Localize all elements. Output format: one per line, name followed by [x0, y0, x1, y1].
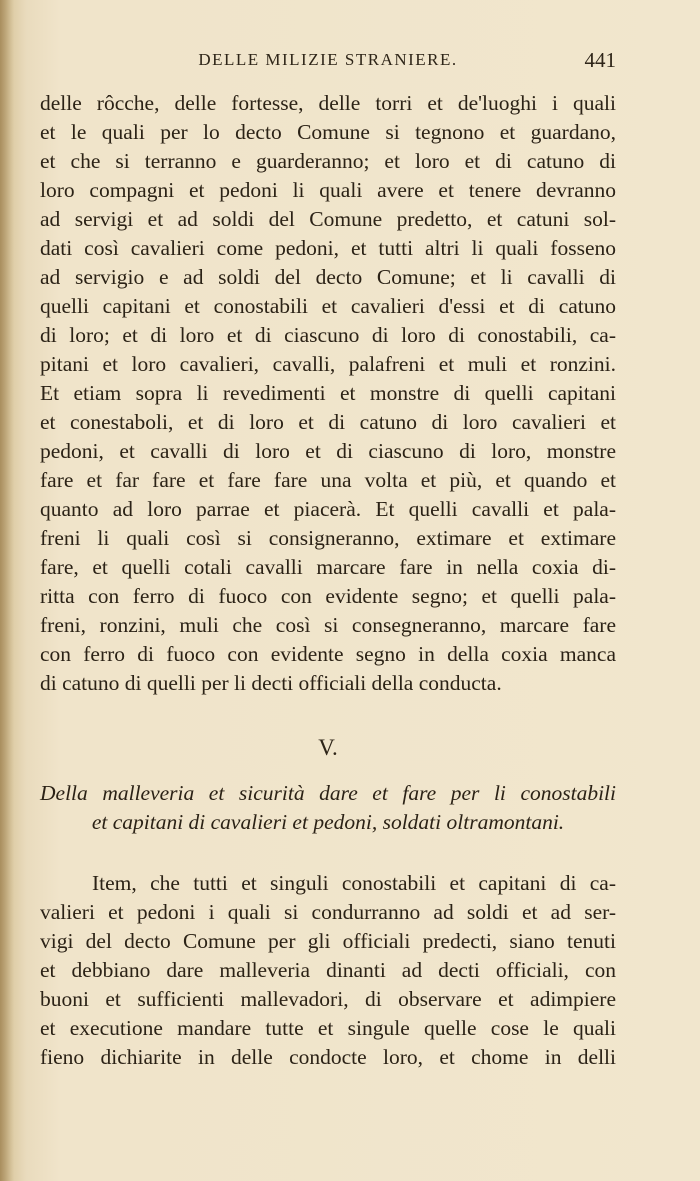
- text-line: et le quali per lo decto Comune si tegnono et guardano,: [40, 120, 616, 144]
- text-line: fare et far fare et fare fare una volta et più, et quando et: [40, 468, 616, 492]
- text-line: quelli capitani et conostabili et cavalieri d'essi et di catuno: [40, 294, 616, 318]
- text-line: loro compagni et pedoni li quali avere et tenere devranno: [40, 178, 616, 202]
- text-line: fare, et quelli cotali cavalli marcare fare in nella coxia di-: [40, 555, 616, 579]
- section-title-line: et capitani di cavalieri et pedoni, soldati oltramontani.: [91, 810, 565, 834]
- section-title: [40, 779, 616, 837]
- text-line: Et etiam sopra li revedimenti et monstre di quelli capitani: [40, 381, 616, 405]
- text-line: buoni et sufficienti mallevadori, di observare et adimpiere: [40, 987, 616, 1011]
- text-line: di catuno di quelli per li decti officiali della conducta.: [40, 671, 502, 695]
- text-line: ad servigi et ad soldi del Comune predetto, et catuni sol-: [40, 207, 616, 231]
- text-line: con ferro di fuoco con evidente segno in della coxia manca: [40, 642, 616, 666]
- text-line: vigi del decto Comune per gli officiali predecti, siano tenuti: [40, 929, 616, 953]
- text-line: dati così cavalieri come pedoni, et tutti altri li quali fosseno: [40, 236, 616, 260]
- text-line: Item, che tutti et singuli conostabili et capitani di ca-: [92, 871, 616, 895]
- text-line: ritta con ferro di fuoco con evidente segno; et quelli pala-: [40, 584, 616, 608]
- section-title-line: Della malleveria et sicurità dare et fare per li conostabili: [40, 781, 616, 805]
- text-line: et conestaboli, et di loro et di catuno di loro cavalieri et: [40, 410, 616, 434]
- text-line: freni li quali così si consigneranno, extimare et extimare: [40, 526, 616, 550]
- text-line: delle rôcche, delle fortesse, delle torri et de'luoghi i quali: [40, 91, 616, 115]
- text-line: valieri et pedoni i quali si condurranno ad soldi et ad ser-: [40, 900, 616, 924]
- running-title: DELLE MILIZIE STRANIERE.: [198, 50, 458, 69]
- text-line: di loro; et di loro et di ciascuno di loro di conostabili, ca-: [40, 323, 616, 347]
- paragraph-1: [40, 89, 616, 698]
- text-line: fieno dichiarite in delle condocte loro, et chome in delli: [40, 1045, 616, 1069]
- section-number: V.: [318, 735, 338, 760]
- page-number: 441: [584, 48, 616, 72]
- text-line: ad servigio e ad soldi del decto Comune; et li cavalli di: [40, 265, 616, 289]
- text-line: et executione mandare tutte et singule quelle cose le quali: [40, 1016, 616, 1040]
- running-head: [40, 50, 616, 76]
- text-line: pitani et loro cavalieri, cavalli, palafreni et muli et ronzini.: [40, 352, 616, 376]
- text-line: et che si terranno e guarderanno; et loro et di catuno di: [40, 149, 616, 173]
- text-line: pedoni, et cavalli di loro et di ciascuno di loro, monstre: [40, 439, 616, 463]
- text-line: quanto ad loro parrae et piacerà. Et quelli cavalli et pala-: [40, 497, 616, 521]
- text-line: et debbiano dare malleveria dinanti ad decti officiali, con: [40, 958, 616, 982]
- text-line: freni, ronzini, muli che così si consegneranno, marcare fare: [40, 613, 616, 637]
- paragraph-2: [40, 869, 616, 1072]
